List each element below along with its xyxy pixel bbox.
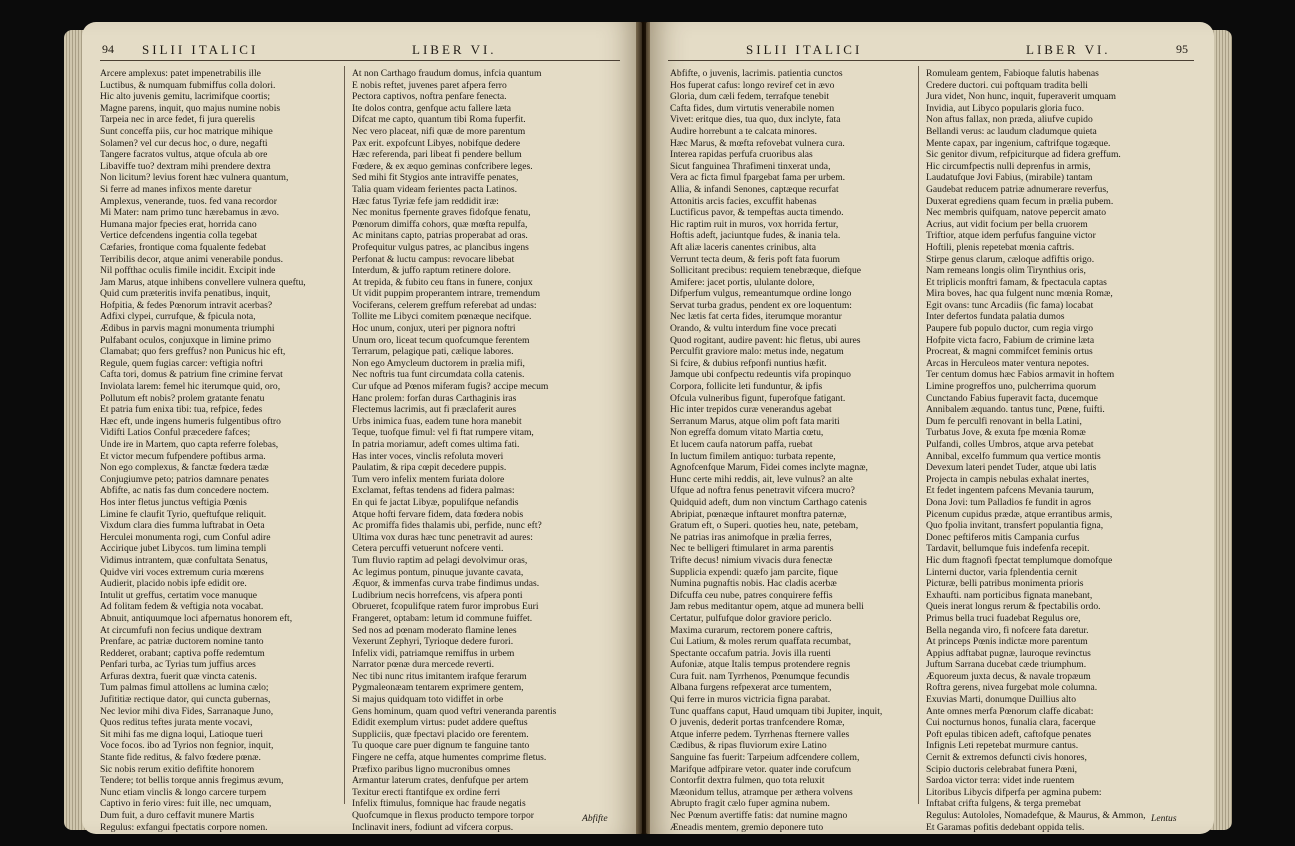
verse-line: At trepida, & fubito ceu ftans in funere, conjux <box>352 276 533 288</box>
verse-line: Dona Jovi: tum Palladios fe fundit in agros <box>926 496 1091 508</box>
verse-line: Teque, tuofque fimul: vel fi ftat rumpere vitam, <box>352 427 534 439</box>
verse-line: Vexerunt Zephyri, Tyrioque dedere furori. <box>352 636 514 648</box>
verse-line: Armantur laterum crates, denfufque per artem <box>352 775 529 787</box>
verse-line: Acrius, aut vidit focium per bella cruorem <box>926 218 1088 230</box>
verse-line: Cur ufque ad Pœnos miferam fugis? accipe mecum <box>352 381 549 393</box>
verse-line: Paulatim, & ripa cœpit decedere puppis. <box>352 462 507 474</box>
verse-line: Et triplicis monftri famam, & fpectacula captas <box>926 276 1107 288</box>
verse-line: Nil poffthac oculis fimile incidit. Excipit inde <box>100 265 276 277</box>
verse-line: Exhaufti. nam porticibus fignata manebant, <box>926 589 1093 601</box>
verse-line: Et fedet ingentem pafcens Mevania taurum, <box>926 485 1094 497</box>
verse-line: Jufititiæ rectique dator, qui cuncta gubernas, <box>100 694 271 706</box>
verse-line: Bellandi verus: ac laudum cladumque quieta <box>926 125 1097 137</box>
verse-line: Aufoniæ, atque Italis tempus protendere regnis <box>670 659 851 671</box>
verse-line: Cafta tori, domus & patrium fine crimine fervat <box>100 369 283 381</box>
verse-line: Nec membris quifquam, natove pepercit amato <box>926 207 1107 219</box>
verse-line: Voce focos. ibo ad Tyrios non fegnior, inquit, <box>100 740 274 752</box>
verse-line: Contorfit dextra fulmen, quo tota reluxit <box>670 775 825 787</box>
verse-line: Nec lætis fat certa fides, iterumque morantur <box>670 311 842 323</box>
verse-line: Perfonat & luctu campus: revocare libebat <box>352 253 515 265</box>
right-column-divider <box>918 66 919 804</box>
verse-line: Ædibus in parvis magni monumenta triumphi <box>100 323 275 335</box>
verse-line: Quidquid adeft, dum non vinctum Carthago catenis <box>670 496 867 508</box>
verse-line: Profequitur vulgus patres, ac plancibus ingens <box>352 241 529 253</box>
verse-line: Fingere ne ceffa, atque humentes comprime fletus. <box>352 752 547 764</box>
verse-line: Numina pugnaftis nobis. Hac cladis acerbæ <box>670 578 837 590</box>
verse-line: Hanc prolem: forfan duras Carthaginis iras <box>352 392 517 404</box>
verse-line: Cæfaries, frontique coma fqualente fedebat <box>100 241 266 253</box>
verse-line: Attonitis arcis facies, excuffit habenas <box>670 195 817 207</box>
verse-line: Paupere fub populo ductor, cum regia virgo <box>926 323 1094 335</box>
verse-line: Hæc referenda, pari libeat fi pendere bellum <box>352 149 522 161</box>
verse-line: Nec vero placeat, nifi quæ de more parentum <box>352 125 526 137</box>
verse-line: Pœnorum dimiffa cohors, quæ mœfta repulfa, <box>352 218 528 230</box>
verse-line: Quofcumque in flexus producto tempore torpor <box>352 810 534 821</box>
verse-line: Hos fuperat cafus: longo reviref cet in ævo <box>670 79 835 91</box>
verse-line: Et lucem caufa natorum paffa, ruebat <box>670 439 813 450</box>
verse-line: Picenum cupidus prædæ, atque errantibus armis, <box>926 508 1113 520</box>
verse-line: Dum fuit, a duro ceffavit munere Martis <box>100 810 255 821</box>
verse-line: Infelix vidi, patriamque remiffus in urbem <box>352 647 515 659</box>
verse-line: Difcuffa ceu nube, patres conquirere feffis <box>670 589 833 601</box>
verse-line: Frangeret, optabam: letum id commune fuiffet. <box>352 612 533 624</box>
verse-line: Si majus quidquam toto vidiffet in orbe <box>352 694 504 706</box>
verse-line: Interea rapidas perfufa cruoribus alas <box>670 149 813 161</box>
verse-line: Hofpitia, & fedes Pœnorum intravit acerbas? <box>100 299 273 311</box>
right-running-head-right: LIBER VI. <box>1026 42 1111 57</box>
verse-line: Narrator pœnæ dura mercede reverti. <box>352 659 494 671</box>
verse-line: Cunctando Fabius fuperavit facta, ducemque <box>926 392 1098 404</box>
verse-line: Sed nos ad pœnam moderato flamine lenes <box>352 624 517 636</box>
verse-line: Et Garamas pofitis dedebant oppida telis. <box>926 821 1085 833</box>
verse-line: Aft aliæ laceris canentes crinibus, alta <box>670 241 816 253</box>
verse-line: Jam rebus meditantur opem, atque ad munera belli <box>670 601 864 613</box>
verse-line: Tardavit, bellumque fuis indefenfa recepit. <box>926 543 1090 555</box>
verse-line: Hic dum ftagnofi fpectat templumque domofque <box>926 554 1113 566</box>
right-running-head-left: SILII ITALICI <box>746 42 863 57</box>
verse-line: Ultima vox duras hæc tunc penetravit ad aures: <box>352 531 533 543</box>
verse-line: Nunc etiam vinclis & longo carcere turpem <box>100 786 267 798</box>
verse-line: Pygmaleonæam tentarem exprimere gentem, <box>352 682 524 694</box>
left-page-number: 94 <box>102 42 114 56</box>
verse-line: Herculei monumenta rogi, cum Conful adire <box>100 531 271 543</box>
verse-line: Amplexus, venerande, tuos. fed vana recordor <box>100 195 277 207</box>
left-catchword: Abfifte <box>582 813 608 824</box>
verse-line: Nam remeans longis olim Tirynthius oris, <box>926 265 1086 277</box>
verse-line: Ufque ad noftra fenus penetravit vifcera mucro? <box>670 485 855 497</box>
verse-line: E nobis reftet, juvenes paret afpera ferro <box>352 79 507 91</box>
verse-line: Ite dolos contra, genfque actu fallere læta <box>352 102 512 114</box>
left-column-2 <box>352 68 590 833</box>
verse-line: Scipio ductoris celebrabat funera Pœni, <box>926 763 1078 775</box>
verse-line: En qui fe jactat Libyæ, populifque nefandis <box>352 496 519 508</box>
verse-line: Pax erit. expofcunt Libyes, nobifque dedere <box>352 137 521 149</box>
verse-line: Cafta fides, dum virtutis venerabile nomen <box>670 102 835 114</box>
verse-line: Hæc eft, unde ingens humeris fulgentibus oftro <box>100 415 281 427</box>
verse-line: Accirique jubet Libycos. tum limina templi <box>100 543 267 555</box>
verse-line: Æquoreum juxta decus, & navale tropæum <box>926 670 1091 682</box>
verse-line: Non ego complexus, & fanctæ fœdera tædæ <box>100 462 269 474</box>
left-running-head-left: SILII ITALICI <box>142 42 259 57</box>
verse-line: Quod rogitant, audire pavent: hic fletus, ubi aures <box>670 334 861 346</box>
verse-line: Gaudebat reducem patriæ adnumerare reverfus, <box>926 183 1109 195</box>
verse-line: Vivet: eritque dies, tua quo, dux inclyte, fata <box>670 114 841 126</box>
verse-line: Luctibus, & numquam fubmiffus colla dolori. <box>100 79 276 91</box>
verse-line: Annibalem æquando. tantus tunc, Pœne, fuifti. <box>926 404 1105 416</box>
verse-line: Infelix ftimulus, fomnique hac fraude negatis <box>352 798 526 810</box>
verse-line: Ludibrium necis horrefcens, vis afpera ponti <box>352 589 523 601</box>
left-column-divider <box>344 66 345 804</box>
verse-line: Sic genitor divum, refpiciturque ad fidera greffum. <box>926 149 1121 161</box>
verse-line: Texitur erecti ftantifque ex ordine ferri <box>352 786 501 798</box>
verse-line: Poft epulas tibicen adeft, caftofque penates <box>926 728 1092 740</box>
verse-line: Perculfit graviore malo: metus inde, negatum <box>670 346 844 358</box>
verse-line: Cui Latium, & moles rerum quaffata recumbat, <box>670 636 851 648</box>
verse-line: Tum vero infelix mentem furiata dolore <box>352 473 505 485</box>
verse-line: Penfari turba, ac Tyrias tum juffius arces <box>100 659 256 671</box>
verse-line: Solamen? vel cur decus hoc, o dure, negafti <box>100 137 268 149</box>
verse-line: Sed mihi fit Stygios ante intraviffe penates, <box>352 172 519 184</box>
verse-line: At non Carthago fraudum domus, infcia quantum <box>352 68 542 79</box>
verse-line: Pulfandi, colles Umbros, atque arva petebat <box>926 439 1094 450</box>
verse-line: At princeps Pœnis indictæ more parentum <box>926 636 1088 648</box>
verse-line: Cernit & extremos defuncti civis honores, <box>926 752 1087 764</box>
verse-line: Credere ductori. cui poftquam tradita belli <box>926 79 1088 91</box>
verse-line: Sollicitant precibus: requiem tenebræque, diefque <box>670 265 862 277</box>
verse-line: Tum palmas fimul attollens ac lumina cælo; <box>100 682 269 694</box>
verse-line: Hos inter fletus junctus veftigia Pœnis <box>100 496 247 508</box>
verse-line: Exuvias Marti, donumque Duillius alto <box>926 694 1077 706</box>
verse-line: Litoribus Libycis difperfa per agmina pubem: <box>926 786 1102 798</box>
verse-line: Vidimus intrantem, quæ confultata Senatus, <box>100 554 268 566</box>
verse-line: Stante fide reditus, & falvo fœdere pœnæ. <box>100 752 261 764</box>
verse-line: Trifte decus! nimium vivacis dura fenectæ <box>670 554 833 566</box>
verse-line: Sic nobis rerum exitio defiftite honorem <box>100 763 255 775</box>
verse-line: Verrunt tecta deum, & feris poft fata fuorum <box>670 253 840 265</box>
verse-line: Abfifte, o juvenis, lacrimis. patientia cunctos <box>670 68 843 79</box>
verse-line: Nec monitus fpernente graves fidofque fenatu, <box>352 207 531 219</box>
verse-line: Unde ire in Martem, quo capta referre folebas, <box>100 439 279 450</box>
verse-line: Hic inter trepidos curæ venerandus agebat <box>670 404 832 416</box>
verse-line: Abripiat, pœnæque inftauret monftra paternæ, <box>670 508 847 520</box>
verse-line: Picturæ, belli patribus monimenta prioris <box>926 578 1084 590</box>
verse-line: Abrupto fragit cælo fuper agmina nubem. <box>670 798 830 810</box>
verse-line: Mæonidum tellus, atramque per æthera volvens <box>670 786 853 798</box>
verse-line: Ac promiffa fides thalamis ubi, perfide, nunc eft? <box>352 520 542 532</box>
verse-line: Nec noftris tua funt circumdata colla catenis. <box>352 369 525 381</box>
verse-line: Laudatufque Jovi Fabius, (mirabile) tantam <box>926 172 1093 184</box>
verse-line: Humana major fpecies erat, horrida cano <box>100 218 257 230</box>
verse-line: Jamque ubi confpectu redeuntis vifa propinquo <box>670 369 851 381</box>
verse-line: Captivo in ferio vires: fuit ille, nec umquam, <box>100 798 272 810</box>
verse-line: Audierit, placido nobis ipfe edidit ore. <box>100 578 247 590</box>
verse-line: Suppliciis, quæ fpectavi placido ore ferentem. <box>352 728 529 740</box>
verse-line: Quidve viri voces extremum curia mœrens <box>100 566 264 578</box>
verse-line: Vertice defcendens ingentia colla tegebat <box>100 230 258 242</box>
verse-line: Sunt conceffa piis, cur hoc matrique mihique <box>100 125 273 137</box>
right-catchword: Lentus <box>1151 813 1177 824</box>
right-page <box>646 22 1214 834</box>
verse-line: Nec levior mihi diva Fides, Sarranaque Juno, <box>100 705 274 717</box>
verse-line: Linterni ductor, varia fplendentia cernit <box>926 566 1078 578</box>
verse-line: Tarpeia nec in arce fedet, fi jura querelis <box>100 114 255 126</box>
verse-line: Ac legimus pontum, pinuque juvante cavata, <box>352 566 524 578</box>
verse-line: Jura videt, Non hunc, inquit, fuperaverit umquam <box>926 91 1116 103</box>
verse-line: Ante omnes merfa Pœnorum claffe dicabat: <box>926 705 1094 717</box>
verse-line: Roftra gerens, nivea furgebat mole columna. <box>926 682 1098 694</box>
verse-line: Exclamat, feftas tendens ad fidera palmas: <box>352 485 515 497</box>
verse-line: Regule, quem fugias carcer: veftigia noftri <box>100 357 264 369</box>
verse-line: Terribilis decor, atque animi venerabile pondus. <box>100 253 284 265</box>
verse-line: Mi Mater: nam primo tunc hærebamus in ævo. <box>100 207 280 219</box>
verse-line: In patria moriamur, adeft comes ultima fati. <box>352 439 520 450</box>
verse-line: Duxerat egrediens quam fecum in prælia pubem. <box>926 195 1114 207</box>
verse-line: Hoftili, plenis repetebat mœnia caftris. <box>926 241 1075 253</box>
verse-line: Supplicia expendi: quæfo jam parcite, fique <box>670 566 838 578</box>
verse-line: Abfifte, ac natis fas dum concedere noctem. <box>100 485 269 497</box>
verse-line: Devexum lateri pendet Tuder, atque ubi latis <box>926 462 1097 474</box>
verse-line: Vociferans, celerem greffum referebat ad undas: <box>352 299 537 311</box>
verse-line: Hæc fatus Tyriæ fefe jam reddidit iræ: <box>352 195 499 207</box>
book-gutter <box>636 22 650 834</box>
verse-line: Sicut fanguinea Thrafimeni tinxerat unda, <box>670 160 831 172</box>
verse-line: Interdum, & juffo raptum retinere dolore. <box>352 265 511 277</box>
verse-line: Pollutum eft nobis? prolem gratante fenatu <box>100 392 265 404</box>
verse-line: Romuleam gentem, Fabioque falutis habenas <box>926 68 1099 79</box>
verse-line: Præfixo paribus ligno mucronibus omnes <box>352 763 511 775</box>
verse-line: Quid cum præteritis invifa penatibus, inquit, <box>100 288 271 300</box>
verse-line: Quo fpolia invitant, transfert populantia figna, <box>926 520 1104 532</box>
verse-line: Inviolata larem: femel hic iterumque quid, oro, <box>100 381 281 393</box>
verse-line: Stirpe genus clarum, cæloque adfiftis origo. <box>926 253 1095 265</box>
verse-line: Primus bella truci fuadebat Regulus ore, <box>926 612 1081 624</box>
verse-line: Projecta in campis nebulas exhalat inertes, <box>926 473 1090 485</box>
verse-line: Gens hominum, quam quod veftri veneranda parentis <box>352 705 557 717</box>
verse-line: Annibal, excelfo fummum qua vertice montis <box>926 450 1101 462</box>
verse-line: Hoc unum, conjux, uteri per pignora noftri <box>352 323 516 335</box>
verse-line: Inftabat crifta fulgens, & terga premebat <box>926 798 1081 810</box>
verse-line: Non egreffa domum vitato Martia cœtu, <box>670 427 824 439</box>
verse-line: Cui nocturnus honos, funalia clara, facerque <box>926 717 1096 729</box>
verse-line: Æquor, & immenfas curva trabe findimus undas. <box>352 578 540 590</box>
verse-line: Æneadis mentem, gremio deponere tuto <box>670 821 824 833</box>
left-running-head-right: LIBER VI. <box>412 42 497 57</box>
verse-line: Limine fe claufit Tyrio, queftufque reliquit. <box>100 508 267 520</box>
verse-line: Orando, & vultu interdum fine voce precati <box>670 323 837 335</box>
verse-line: Ter centum domus hæc Fabios armavit in hoftem <box>926 369 1115 381</box>
verse-line: Juftum Sarrana ducebat cæde triumphum. <box>926 659 1087 671</box>
verse-line: Non aftus fallax, non præda, aliufve cupido <box>926 114 1093 126</box>
verse-line: Si fcire, & dubius refponfi nuntius hæfit. <box>670 357 827 369</box>
verse-line: Conjugiumve peto; patrios damnare penates <box>100 473 269 485</box>
verse-line: Tu quoque care puer dignum te fanguine tanto <box>352 740 530 752</box>
verse-line: Bella neganda viro, fi nofcere fata daretur. <box>926 624 1089 636</box>
verse-line: At circumfufi non fecius undique dextram <box>100 624 262 636</box>
verse-line: Inter defertos fundata palatia dumos <box>926 311 1065 323</box>
verse-line: Procreat, & magni commifcet feminis ortus <box>926 346 1093 358</box>
verse-line: Hoftis adeft, jaciuntque fudes, & inania tela. <box>670 230 841 242</box>
verse-line: Ac minitans capto, patrias properabat ad oras. <box>352 230 528 242</box>
verse-line: Maxima curarum, rectorem ponere caftris, <box>670 624 833 636</box>
verse-line: Vixdum clara dies fumma luftrabat in Oeta <box>100 520 265 532</box>
verse-line: Ne patrias iras animofque in prælia ferres, <box>670 531 832 543</box>
verse-line: Et patria fum enixa tibi: tua, refpice, fedes <box>100 404 263 416</box>
verse-line: Audire horrebunt a te calcata minores. <box>670 125 818 137</box>
right-column-1 <box>670 68 908 833</box>
verse-line: Sanguine fas fuerit: Tarpeium adfcendere collem, <box>670 752 860 764</box>
verse-line: Cura fuit. nam Tyrrhenos, Pœnumque fecundis <box>670 670 850 682</box>
verse-line: Certatur, pulfufque dolor graviore periclo. <box>670 612 832 624</box>
verse-line: Tum fluvio raptim ad pelagi devolvimur oras, <box>352 554 528 566</box>
right-page-number: 95 <box>1176 42 1188 56</box>
verse-line: Difperfum vulgus, remeantumque ordine longo <box>670 288 852 300</box>
verse-line: Infignis Leti repetebat murmure cantus. <box>926 740 1079 752</box>
verse-line: Nec te belligeri ftimularet in arma parentis <box>670 543 834 555</box>
verse-line: Edidit exemplum virtus: pudet addere queftus <box>352 717 528 729</box>
verse-line: Hic alto juvenis gemitu, lacrimifque coortis; <box>100 91 270 103</box>
verse-line: Donec peftiferos mitis Campania curfus <box>926 531 1080 543</box>
verse-line: Invidia, aut Libyco popularis gloria fuco. <box>926 102 1084 114</box>
verse-line: Quos reditus teftes jurata mente vocavi, <box>100 717 253 729</box>
verse-line: Dum fe perculfi renovant in bella Latini, <box>926 415 1082 427</box>
verse-line: Regulus: exfangui fpectatis corpore nomen. <box>100 821 268 833</box>
left-head-rule <box>100 60 620 61</box>
verse-line: O juvenis, dederit portas tranfcendere Romæ, <box>670 717 845 729</box>
verse-line: Egit ovans: tunc Arcadiis (fic fama) locabat <box>926 299 1094 311</box>
verse-line: Tendere; tot bellis torque annis fregimus ævum, <box>100 775 284 787</box>
verse-line: Queis inerat longus rerum & fpectabilis ordo. <box>926 601 1101 613</box>
verse-line: Hunc certe mihi reddis, ait, leve vulnus? an alte <box>670 473 853 485</box>
verse-line: Arcas in Herculeos mater ventura nepotes. <box>926 357 1090 369</box>
verse-line: Hæc Marus, & mœfta refovebat vulnera cura. <box>670 137 845 149</box>
verse-line: Triftior, atque idem perfufus fanguine victor <box>926 230 1096 242</box>
verse-line: Libaviffe tuo? dextram mihi prendere dextra <box>100 160 271 172</box>
verse-line: Atque inferre pedem. Tyrrhenas fternere valles <box>670 728 850 740</box>
verse-line: Cetera percuffi vetuerunt nofcere venti. <box>352 543 504 555</box>
verse-line: Regulus: Autololes, Nomadefque, & Maurus, & Ammon, <box>926 810 1146 821</box>
verse-line: Magne parens, inquit, quo majus numine nobis <box>100 102 281 114</box>
verse-line: Urbs inimica fuas, eadem tune hora manebit <box>352 415 522 427</box>
verse-line: Non ego Amycleum ductorem in prælia mifi, <box>352 357 525 369</box>
verse-line: Serranum Marus, atque olim poft fata mariti <box>670 415 840 427</box>
verse-line: Ofcula vulneribus figunt, fuperofque fatigant. <box>670 392 846 404</box>
verse-line: Difcat me capto, quantum tibi Roma fuperfit. <box>352 114 526 126</box>
verse-line: Nec tibi nunc ritus imitantem irafque ferarum <box>352 670 527 682</box>
verse-line: Et victor mecum fufpendere poftibus arma. <box>100 450 266 462</box>
left-page <box>82 22 642 834</box>
verse-line: Atque hofti fervare fidem, data fœdera nobis <box>352 508 524 520</box>
verse-line: Allia, & infandi Senones, captæque recurfat <box>670 183 839 195</box>
verse-line: Inclinavit iners, fodiunt ad vifcera corpus. <box>352 821 514 833</box>
verse-line: Sardoa victor terra: videt inde ruentem <box>926 775 1075 787</box>
verse-line: Tunc quaffans caput, Haud umquam tibi Jupiter, inquit, <box>670 705 883 717</box>
verse-line: Agnofcenfque Marum, Fidei comes inclyte magnæ, <box>670 462 868 474</box>
verse-line: Vera ac ficta fimul fpargebat fama per urbem. <box>670 172 846 184</box>
verse-line: Si ferre ad manes infixos mente daretur <box>100 183 252 195</box>
verse-line: Gloria, dum cæli fedem, terrafque tenebit <box>670 91 830 103</box>
verse-line: Abnuit, antiquumque loci afpernatus honorem eft, <box>100 612 293 624</box>
verse-line: Limine progreffos uno, pulcherrima quorum <box>926 381 1097 393</box>
verse-line: Jam Marus, atque inhibens convellere vulnera queftu, <box>100 276 306 288</box>
verse-line: Spectante occafum patria. Jovis illa ruenti <box>670 647 831 659</box>
left-column-1 <box>100 68 338 833</box>
verse-line: Fœdere, & ex æquo geminas confcribere leges. <box>352 160 533 172</box>
verse-line: In luctum fimilem antiquo: turbata repente, <box>670 450 836 462</box>
verse-line: Appius adftabat pugnæ, lauroque revinctus <box>926 647 1091 659</box>
verse-line: Vidifti Latios Conful præcedere fafces; <box>100 427 251 439</box>
verse-line: Ad folitam fedem & veftigia nota vocabat. <box>100 601 264 613</box>
verse-line: Pectora captivos, noftra penfare fenecta. <box>352 91 507 103</box>
verse-line: Marifque adfpirare vetor. quater inde corufcum <box>670 763 852 775</box>
verse-line: Luctificus pavor, & tempeftas aucta timendo. <box>670 207 844 219</box>
verse-line: Hic raptim ruit in muros, vox horrida fertur, <box>670 218 839 230</box>
verse-line: Intulit ut greffus, certatim voce manuque <box>100 589 258 601</box>
verse-line: Non licitum? levius forent hæc vulnera quantum, <box>100 172 289 184</box>
verse-line: Nec Pœnum avertiffe fatis: dat numine magno <box>670 810 848 821</box>
verse-line: Ut vidit puppim properantem intrare, tremendum <box>352 288 541 300</box>
verse-line: Arcere amplexus: patet impenetrabilis ille <box>100 68 261 79</box>
verse-line: Flectemus lacrimis, aut fi præclaferit aures <box>352 404 517 416</box>
verse-line: Tangere facratos vultus, atque ofcula ab ore <box>100 149 268 161</box>
verse-line: Hofpite victa facro, Fabium de crimine læta <box>926 334 1095 346</box>
right-column-2 <box>926 68 1176 833</box>
verse-line: Pulfabant oculos, conjuxque in limine primo <box>100 334 272 346</box>
verse-line: Servat turba gradus, pendent ex ore loquentum: <box>670 299 852 311</box>
verse-line: Has inter voces, vinclis refoluta moveri <box>352 450 504 462</box>
verse-line: Prenfare, ac patriæ ductorem nomine tanto <box>100 636 264 648</box>
verse-line: Adfixi clypei, currufque, & fpicula nota, <box>100 311 256 323</box>
verse-line: Terrarum, pelagique pati, cælique labores. <box>352 346 514 358</box>
verse-line: Albana furgens refpexerat arce tumentem, <box>670 682 832 694</box>
verse-line: Hic circumfpectis nulli deprenfus in armis, <box>926 160 1091 172</box>
verse-line: Corpora, follicite leti funduntur, & ipfis <box>670 381 823 393</box>
verse-line: Sit mihi fas me digna loqui, Latioque tueri <box>100 728 264 740</box>
verse-line: Cædibus, & ripas fluviorum exire Latino <box>670 740 827 752</box>
verse-line: Talia quam videam ferientes pacta Latinos. <box>352 183 518 195</box>
verse-line: Unum oro, liceat tecum quofcumque ferentem <box>352 334 530 346</box>
verse-line: Turbatus Jove, & exuta fpe mœnia Romæ <box>926 427 1086 439</box>
verse-line: Mira boves, hac qua fulgent nunc mœnia Romæ, <box>926 288 1113 300</box>
verse-line: Clamabat; quo fers greffus? non Punicus hic eft, <box>100 346 286 358</box>
verse-line: Gratum eft, o Superi. quoties heu, nate, petebam, <box>670 520 859 532</box>
verse-line: Arfuras dextra, fuerit quæ vincta catenis. <box>100 670 257 682</box>
verse-line: Tollite me Libyci comitem pœnæque necifque. <box>352 311 532 323</box>
verse-line: Redderet, orabant; captiva poffe redemtum <box>100 647 265 659</box>
verse-line: Obrueret, fcopulifque ratem furor improbus Euri <box>352 601 539 613</box>
verse-line: Mente capax, par ingenium, caftrifque togæque. <box>926 137 1111 149</box>
right-head-rule <box>668 60 1194 61</box>
verse-line: Amifere: jacet portis, ululante dolore, <box>670 276 815 288</box>
verse-line: Qui ferre in muros victricia figna parabat. <box>670 694 831 706</box>
